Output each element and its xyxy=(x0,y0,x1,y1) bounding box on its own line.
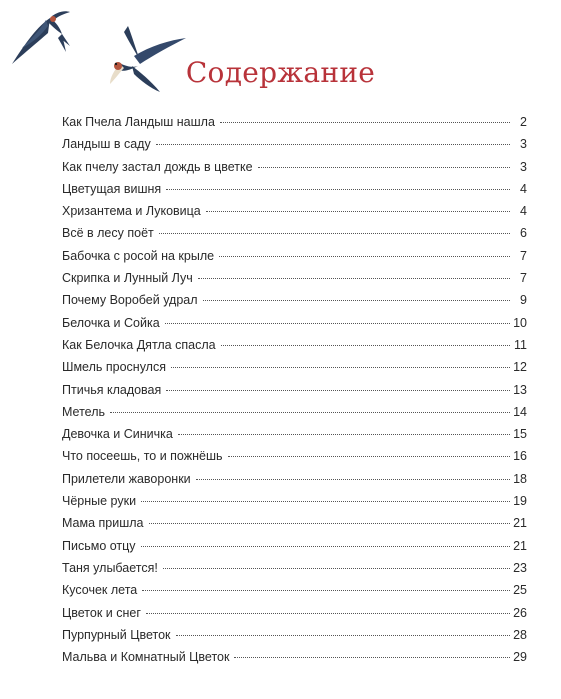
toc-entry-title: Как Белочка Дятла спасла xyxy=(62,337,216,352)
toc-entry xyxy=(62,178,527,200)
dot-leader xyxy=(178,434,510,435)
toc-entry xyxy=(62,222,527,244)
toc-entry-page: 10 xyxy=(513,315,527,330)
toc-entry-title: Девочка и Синичка xyxy=(62,427,173,442)
dot-leader xyxy=(220,122,510,123)
toc-entry xyxy=(62,156,527,178)
toc-entry-title: Мама пришла xyxy=(62,516,144,531)
toc-entry-page: 29 xyxy=(513,650,527,665)
dot-leader xyxy=(166,189,510,190)
toc-entry-title: Всё в лесу поёт xyxy=(62,226,154,241)
toc-entry-page: 26 xyxy=(513,605,527,620)
toc-entry-title: Прилетели жаворонки xyxy=(62,471,191,486)
toc-entry-title: Чёрные руки xyxy=(62,494,137,509)
toc-entry-title: Как Пчела Ландыш нашла xyxy=(62,115,215,129)
dot-leader xyxy=(166,390,510,391)
swallows-illustration xyxy=(0,0,220,110)
toc-entry-page: 4 xyxy=(520,181,527,196)
toc-entry-title: Мальва и Комнатный Цветок xyxy=(62,650,230,665)
toc-entry-page: 7 xyxy=(520,248,527,263)
toc-entry-page: 19 xyxy=(513,494,527,509)
dot-leader xyxy=(206,211,510,212)
toc-entry xyxy=(62,535,527,557)
toc-entry-title: Таня улыбается! xyxy=(62,560,158,575)
toc-entry-title: Почему Воробей удрал xyxy=(62,293,198,308)
toc-entry-page: 23 xyxy=(513,560,527,575)
toc-entry-page: 3 xyxy=(520,137,527,152)
toc-entry xyxy=(62,602,527,624)
dot-leader xyxy=(176,635,510,636)
toc-entry xyxy=(62,356,527,378)
toc-entry xyxy=(62,423,527,445)
toc-entry-page: 16 xyxy=(513,449,527,464)
toc-entry-title: Белочка и Сойка xyxy=(62,315,160,330)
toc-entry xyxy=(62,267,527,289)
toc-entry-page: 12 xyxy=(513,360,527,375)
dot-leader xyxy=(149,523,510,524)
dot-leader xyxy=(141,501,510,502)
toc-entry xyxy=(62,401,527,423)
toc-entry-page: 15 xyxy=(513,427,527,442)
dot-leader xyxy=(219,256,510,257)
toc-entry-title: Метель xyxy=(62,404,106,419)
dot-leader xyxy=(228,456,510,457)
toc-entry-title: Письмо отцу xyxy=(62,538,136,553)
page-title: Содержание xyxy=(185,56,376,89)
toc-entry-page: 21 xyxy=(513,538,527,553)
toc-entry xyxy=(62,133,527,155)
toc-entry-page: 14 xyxy=(513,404,527,419)
dot-leader xyxy=(234,657,510,658)
toc-entry-page: 25 xyxy=(513,583,527,598)
toc-entry-page: 4 xyxy=(520,204,527,219)
toc-entry xyxy=(62,334,527,356)
dot-leader xyxy=(258,167,510,168)
dot-leader xyxy=(159,233,510,234)
toc-entry-page: 3 xyxy=(520,159,527,174)
toc-entry-title: Хризантема и Луковица xyxy=(62,204,201,219)
toc-entry-title: Цветущая вишня xyxy=(62,181,162,196)
dot-leader xyxy=(163,568,510,569)
toc-entry xyxy=(62,245,527,267)
dot-leader xyxy=(203,300,510,301)
toc-entry xyxy=(62,111,527,133)
toc-entry xyxy=(62,312,527,334)
dot-leader xyxy=(146,613,510,614)
dot-leader xyxy=(141,546,510,547)
toc-entry xyxy=(62,512,527,534)
dot-leader xyxy=(156,144,510,145)
toc-entry-page: 9 xyxy=(520,293,527,308)
dot-leader xyxy=(196,479,510,480)
toc-entry-title: Пурпурный Цветок xyxy=(62,627,171,642)
toc-entry-page: 2 xyxy=(520,115,527,129)
toc-entry-title: Шмель проснулся xyxy=(62,360,166,375)
dot-leader xyxy=(110,412,510,413)
toc-entry-page: 13 xyxy=(513,382,527,397)
toc-entry-page: 7 xyxy=(520,271,527,286)
toc-entry-title: Бабочка с росой на крыле xyxy=(62,248,215,263)
toc-entry xyxy=(62,624,527,646)
toc-entry-page: 6 xyxy=(520,226,527,241)
toc-entry-title: Скрипка и Лунный Луч xyxy=(62,271,193,286)
toc-entry-title: Птичья кладовая xyxy=(62,382,162,397)
toc-entry xyxy=(62,379,527,401)
toc-entry xyxy=(62,646,527,668)
dot-leader xyxy=(165,323,510,324)
toc-entry xyxy=(62,490,527,512)
toc-entry xyxy=(62,445,527,467)
toc-entry-title: Что посеешь, то и пожнёшь xyxy=(62,449,223,464)
toc-entry-title: Как пчелу застал дождь в цветке xyxy=(62,159,253,174)
toc-entry-page: 28 xyxy=(513,627,527,642)
toc-entry xyxy=(62,289,527,311)
table-of-contents xyxy=(62,111,527,668)
dot-leader xyxy=(171,367,510,368)
toc-entry-page: 21 xyxy=(513,516,527,531)
toc-entry-page: 11 xyxy=(514,337,527,352)
toc-entry xyxy=(62,468,527,490)
dot-leader xyxy=(142,590,510,591)
dot-leader xyxy=(198,278,510,279)
toc-entry xyxy=(62,579,527,601)
toc-entry-title: Кусочек лета xyxy=(62,583,138,598)
dot-leader xyxy=(221,345,510,346)
toc-entry-title: Цветок и снег xyxy=(62,605,141,620)
toc-entry xyxy=(62,200,527,222)
toc-entry xyxy=(62,557,527,579)
toc-entry-title: Ландыш в саду xyxy=(62,137,151,152)
toc-entry-page: 18 xyxy=(513,471,527,486)
